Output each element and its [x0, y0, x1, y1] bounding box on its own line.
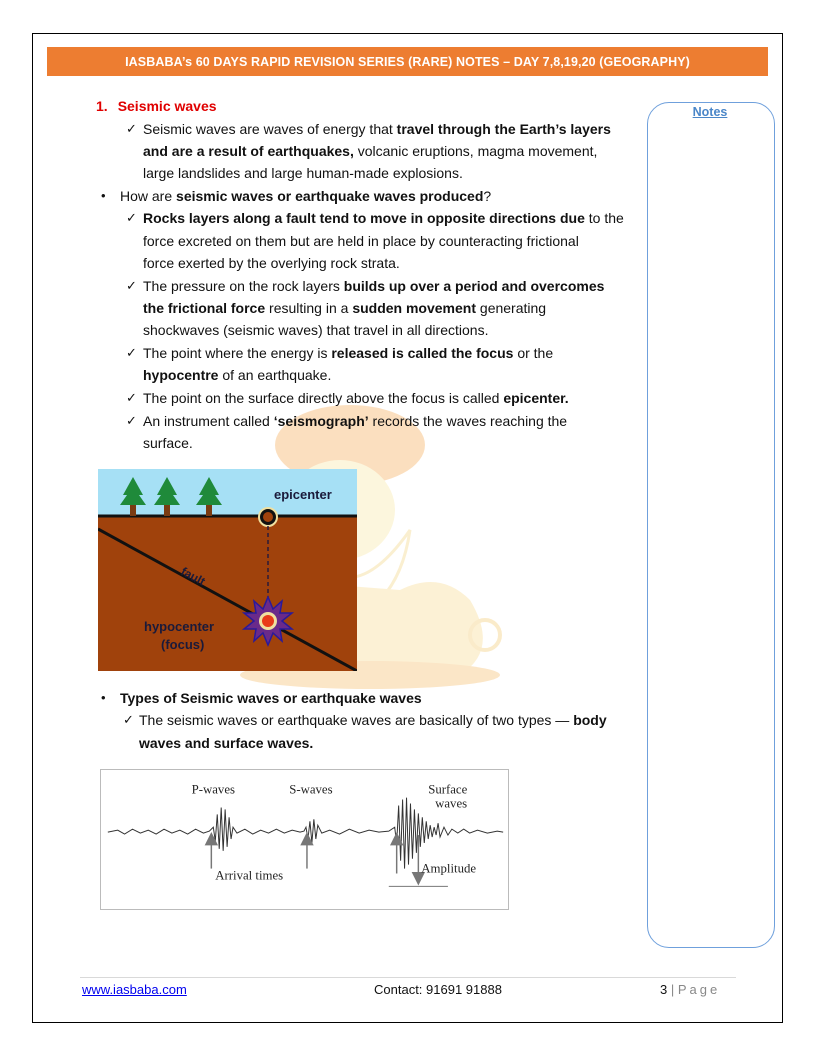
svg-text:P-waves: P-waves	[191, 782, 235, 797]
checkmark-icon: ✓	[126, 278, 137, 293]
paragraph-line: Rocks layers along a fault tend to move in opposite directions due to the	[143, 210, 624, 226]
svg-text:Arrival times: Arrival times	[215, 868, 284, 883]
svg-text:Surface: Surface	[428, 782, 468, 797]
paragraph-line: force exerted by the overlying rock strata.	[143, 255, 400, 271]
checkmark-icon: ✓	[126, 121, 137, 136]
bullet-icon: •	[101, 690, 106, 705]
section-title: Seismic waves	[117, 98, 217, 114]
header-title: IASBABA’s 60 DAYS RAPID REVISION SERIES (RARE) NOTES – DAY 7,8,19,20 (GEOGRAPHY)	[125, 54, 690, 69]
checkmark-icon: ✓	[126, 413, 137, 428]
page-number-value: 3	[660, 982, 668, 997]
paragraph-line: surface.	[143, 435, 193, 451]
footer-divider	[80, 977, 736, 978]
paragraph-line: An instrument called ‘seismograph’ records the waves reaching the	[143, 413, 568, 429]
paragraph-line: force excreted on them but are held in place by counteracting frictional	[143, 233, 579, 249]
footer-contact: Contact: 91691 91888	[374, 982, 502, 997]
svg-text:(focus): (focus)	[161, 637, 205, 652]
svg-text:epicenter: epicenter	[274, 487, 332, 502]
bullet-icon: •	[101, 188, 106, 203]
subheading-production: How are seismic waves or earthquake waves produced?	[120, 188, 492, 204]
page-separator: |	[667, 982, 678, 997]
section-heading	[96, 95, 217, 117]
svg-text:fault: fault	[178, 564, 208, 589]
checkmark-icon: ✓	[126, 390, 137, 405]
svg-text:waves: waves	[435, 796, 468, 811]
subheading-types: Types of Seismic waves or earthquake waves	[120, 690, 422, 706]
svg-text:S-waves: S-waves	[289, 782, 333, 797]
paragraph-line: hypocentre of an earthquake.	[143, 367, 332, 383]
paragraph-line: The seismic waves or earthquake waves are basically of two types — body	[139, 712, 607, 728]
checkmark-icon: ✓	[126, 345, 137, 360]
checkmark-icon: ✓	[126, 210, 137, 225]
page-label: Page	[677, 982, 721, 997]
checkmark-icon: ✓	[123, 712, 134, 727]
svg-text:Amplitude: Amplitude	[421, 861, 477, 876]
paragraph-line: The pressure on the rock layers builds up over a period and overcomes	[143, 278, 605, 294]
section-number: 1.	[96, 98, 108, 114]
paragraph-line: Seismic waves are waves of energy that travel through the Earth’s layers	[143, 121, 611, 137]
paragraph-line: and are a result of earthquakes, volcanic eruptions, magma movement,	[143, 143, 598, 159]
paragraph-line: waves and surface waves.	[139, 735, 314, 751]
paragraph-line: The point where the energy is released is called the focus or the	[143, 345, 554, 361]
fault-diagram	[98, 469, 357, 671]
notes-panel	[647, 102, 775, 948]
paragraph-line: shockwaves (seismic waves) that travel in all directions.	[143, 322, 489, 338]
page-number	[660, 982, 720, 997]
page-header	[47, 47, 768, 76]
paragraph-line: large landslides and large human-made explosions.	[143, 165, 463, 181]
paragraph-line: the frictional force resulting in a sudden movement generating	[143, 300, 547, 316]
paragraph-line: The point on the surface directly above the focus is called epicenter.	[143, 390, 569, 406]
seismogram-diagram	[100, 769, 509, 910]
notes-title: Notes	[692, 105, 728, 119]
website-link[interactable]: www.iasbaba.com	[82, 982, 187, 997]
svg-text:hypocenter: hypocenter	[144, 619, 215, 634]
